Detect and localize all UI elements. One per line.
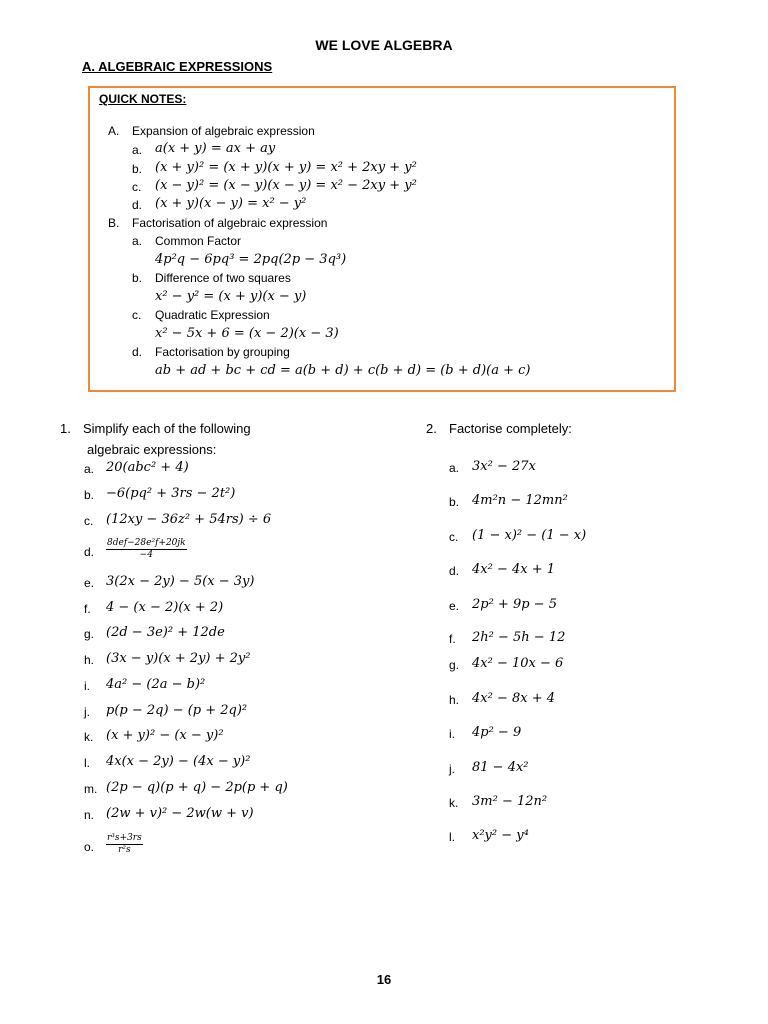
q2-expression: 3m² − 12n² — [472, 794, 548, 809]
section-heading: A. ALGEBRAIC EXPRESSIONS — [82, 59, 273, 74]
notes-b-title: Factorisation of algebraic expression — [132, 216, 328, 230]
q2-instruction: Factorise completely: — [449, 421, 572, 436]
q1-item-label: l. — [84, 756, 90, 770]
q2-expression: 2h² − 5h − 12 — [472, 630, 566, 645]
notes-b-item-label: d. — [132, 345, 143, 359]
q2-item-label: e. — [449, 599, 460, 613]
notes-b-formula: x² − 5x + 6 = (x − 2)(x − 3) — [155, 326, 339, 341]
q1-expression: (2w + v)² − 2w(w + v) — [106, 806, 254, 821]
q2-item-label: c. — [449, 530, 459, 544]
q1-item-label: m. — [84, 782, 98, 796]
q1-expression: 3(2x − 2y) − 5(x − 3y) — [106, 574, 255, 589]
q1-item-label: d. — [84, 545, 95, 559]
notes-a-item-label: c. — [132, 180, 142, 194]
fraction-denominator: −4 — [139, 550, 153, 560]
q2-item-label: f. — [449, 632, 456, 646]
page-title: WE LOVE ALGEBRA — [315, 37, 453, 53]
q2-expression: 4x² − 8x + 4 — [472, 691, 556, 706]
page-number: 16 — [376, 972, 392, 987]
notes-b-item-title: Difference of two squares — [155, 271, 291, 285]
q2-expression: 4p² − 9 — [472, 725, 522, 740]
notes-b-item-label: b. — [132, 271, 143, 285]
notes-a-item-label: b. — [132, 162, 143, 176]
quick-notes-heading: QUICK NOTES: — [99, 92, 187, 106]
fraction-denominator: r²s — [118, 845, 131, 855]
q1-expression: (x + y)² − (x − y)² — [106, 728, 224, 743]
q1-item-label: c. — [84, 514, 94, 528]
q1-item-label: k. — [84, 730, 94, 744]
notes-b-formula: 4p²q − 6pq³ = 2pq(2p − 3q³) — [155, 252, 347, 267]
notes-b-item-title: Quadratic Expression — [155, 308, 270, 322]
q2-item-label: g. — [449, 658, 460, 672]
q1-item-label: j. — [84, 705, 90, 719]
q1-item-label: i. — [84, 679, 90, 693]
q2-item-label: l. — [449, 830, 455, 844]
notes-b-formula: ab + ad + bc + cd = a(b + d) + c(b + d) = (b + d)(a + c) — [155, 363, 531, 378]
q1-item-label: h. — [84, 653, 95, 667]
q1-number: 1. — [60, 421, 71, 436]
notes-b-letter: B. — [108, 216, 120, 230]
q1-item-label: f. — [84, 602, 91, 616]
q1-instruction-cont: algebraic expressions: — [87, 442, 217, 457]
q2-expression: 4m²n − 12mn² — [472, 493, 568, 508]
notes-a-title: Expansion of algebraic expression — [132, 124, 315, 138]
q2-item-label: h. — [449, 693, 460, 707]
q2-item-label: b. — [449, 495, 460, 509]
q1-item-label: a. — [84, 462, 95, 476]
q1-expression: p(p − 2q) − (p + 2q)² — [106, 703, 248, 718]
q2-expression: 81 − 4x² — [472, 760, 529, 775]
q2-expression: 4x² − 10x − 6 — [472, 656, 564, 671]
q1-expression: (12xy − 36z² + 54rs) ÷ 6 — [106, 512, 272, 527]
notes-a-letter: A. — [108, 124, 120, 138]
q2-item-label: d. — [449, 564, 460, 578]
notes-b-formula: x² − y² = (x + y)(x − y) — [155, 289, 307, 304]
notes-b-item-title: Factorisation by grouping — [155, 345, 290, 359]
q2-item-label: k. — [449, 796, 459, 810]
q2-expression: 2p² + 9p − 5 — [472, 597, 557, 612]
q1-expression: 20(abc² + 4) — [106, 460, 189, 475]
q1-expression: 4 − (x − 2)(x + 2) — [106, 600, 224, 615]
q1-fraction-d — [106, 538, 187, 561]
q1-item-label: b. — [84, 488, 95, 502]
notes-b-item-title: Common Factor — [155, 234, 242, 248]
fraction-numerator: 8def−28e²f+20jk — [107, 538, 186, 548]
q1-fraction-o — [106, 833, 143, 856]
q1-expression: −6(pq² + 3rs − 2t²) — [106, 486, 236, 501]
q1-item-label: g. — [84, 627, 95, 641]
q1-item-label: n. — [84, 808, 95, 822]
q1-expression: (2p − q)(p + q) − 2p(p + q) — [106, 780, 288, 795]
q2-expression: (1 − x)² − (1 − x) — [472, 528, 587, 543]
notes-a-item-label: a. — [132, 143, 143, 157]
q1-expression: 4x(x − 2y) − (4x − y)² — [106, 754, 251, 769]
fraction-numerator: r³s+3rs — [107, 833, 142, 843]
q2-expression: x²y² − y⁴ — [472, 828, 529, 843]
q1-expression: (2d − 3e)² + 12de — [106, 625, 225, 640]
notes-a-item-label: d. — [132, 198, 143, 212]
notes-a-formula: a(x + y) = ax + ay — [155, 141, 276, 156]
q1-expression: 4a² − (2a − b)² — [106, 677, 206, 692]
q2-expression: 4x² − 4x + 1 — [472, 562, 556, 577]
notes-a-formula: (x − y)² = (x − y)(x − y) = x² − 2xy + y² — [155, 178, 417, 193]
q2-number: 2. — [426, 421, 437, 436]
q1-item-label: e. — [84, 576, 95, 590]
q2-item-label: a. — [449, 461, 460, 475]
q2-item-label: i. — [449, 727, 455, 741]
q1-item-label: o. — [84, 840, 95, 854]
q2-expression: 3x² − 27x — [472, 459, 536, 474]
notes-b-item-label: a. — [132, 234, 143, 248]
q1-expression: (3x − y)(x + 2y) + 2y² — [106, 651, 251, 666]
q2-item-label: j. — [449, 762, 455, 776]
notes-a-formula: (x + y)(x − y) = x² − y² — [155, 196, 307, 211]
notes-a-formula: (x + y)² = (x + y)(x + y) = x² + 2xy + y² — [155, 160, 417, 175]
notes-b-item-label: c. — [132, 308, 142, 322]
q1-instruction: Simplify each of the following — [83, 421, 251, 436]
